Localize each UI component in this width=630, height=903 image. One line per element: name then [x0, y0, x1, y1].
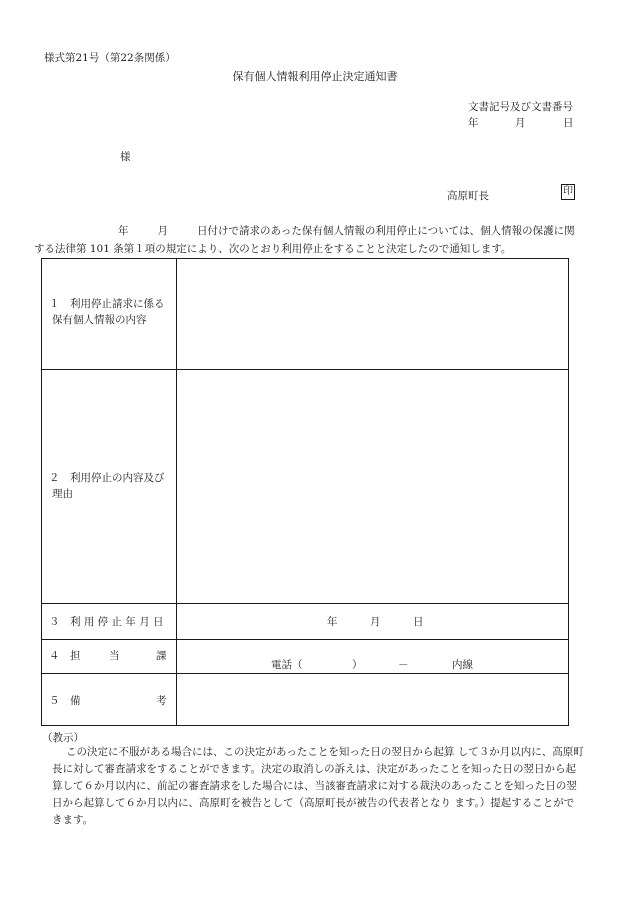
table-row-content	[42, 259, 568, 369]
table-row-remarks	[42, 673, 568, 727]
header-date-month: 月	[515, 117, 526, 129]
notice-month: 月	[157, 225, 168, 237]
table-row-department	[42, 639, 568, 673]
row3-label: ３ 利 用 停 止 年 月 日	[49, 616, 164, 628]
issuer-name: 高原町長	[447, 190, 489, 202]
row4-telephone-close: ）	[352, 659, 363, 671]
teaching-line-3: 算して６か月以内に、前記の審査請求をした場合には、当該審査請求に対する裁決のあったことを知った日の翌	[52, 780, 577, 792]
row3-value-cell[interactable]	[177, 604, 568, 639]
row2-value-cell[interactable]	[177, 370, 568, 603]
table-row-reason	[42, 369, 568, 603]
table-row-date	[42, 603, 568, 639]
row5-label: ５ 備 考	[49, 695, 167, 707]
notice-text-2: する法律第 101 条第１項の規定により、次のとおり利用停止をすることと決定したので通知します。	[34, 243, 512, 255]
row4-dash: －	[398, 659, 409, 671]
form-number: 様式第21号（第22条関係）	[44, 52, 176, 64]
row4-value-cell[interactable]	[177, 640, 568, 673]
teaching-line-5: きます。	[52, 814, 94, 826]
row2-label: ２ 利用停止の内容及び 理由	[49, 472, 165, 500]
document-title: 保有個人情報利用停止決定通知書	[232, 70, 398, 83]
row3-month: 月	[370, 616, 381, 628]
header-date-day: 日	[563, 117, 574, 129]
row3-day: 日	[413, 616, 424, 628]
header-date-year: 年	[468, 117, 479, 129]
row4-extension: 内線	[452, 659, 473, 671]
teaching-line-1: この決定に不服がある場合には、この決定があったことを知った日の翌日から起算 して３か月以内に、高原町	[66, 746, 584, 758]
row1-value-cell[interactable]	[177, 259, 568, 369]
row3-year: 年	[327, 616, 338, 628]
notice-year: 年	[118, 225, 129, 237]
teaching-title: （教示）	[42, 732, 84, 744]
teaching-paragraph	[52, 744, 592, 829]
document-reference-number: 文書記号及び文書番号	[468, 101, 573, 113]
seal-mark: 印	[561, 184, 575, 200]
teaching-line-4: 日から起算して６か月以内に、高原町を被告として（高原町長が被告の代表者となり ます。）提起することがで	[52, 797, 575, 809]
decision-table	[41, 258, 569, 726]
notice-text-1: 日付けで請求のあった保有個人情報の利用停止については、個人情報の保護に関	[197, 225, 575, 237]
row5-value-cell[interactable]	[177, 674, 568, 727]
row4-telephone: 電話（	[271, 659, 303, 671]
teaching-line-2: 長に対して審査請求をすることができます。決定の取消しの訴えは、決定があったことを知った日の翌日から起	[52, 763, 577, 775]
row4-label: ４ 担 当 課	[49, 650, 167, 662]
notice-paragraph	[34, 222, 594, 258]
recipient-suffix: 様	[120, 151, 131, 163]
row1-label: １ 利用停止請求に係る 保有個人情報の内容	[49, 298, 165, 326]
